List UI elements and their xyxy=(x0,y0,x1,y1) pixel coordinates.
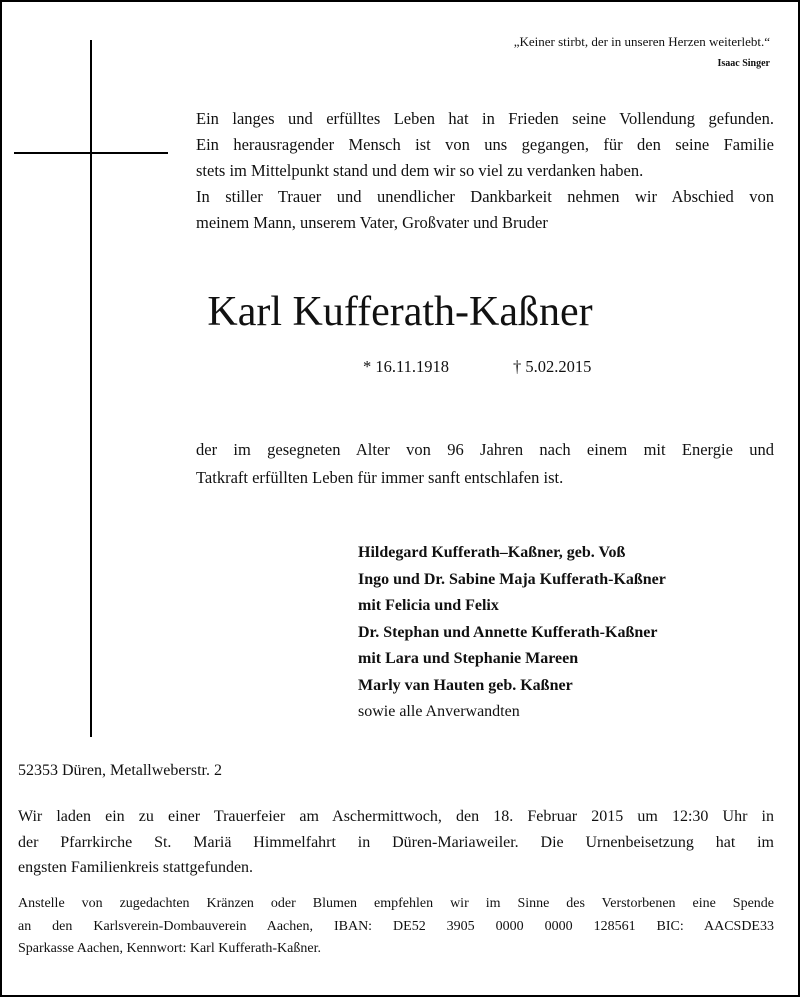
donation-line: an den Karlsverein-Dombauverein Aachen, IBAN: DE52 3905 0000 0000 128561 BIC: AACSDE33 xyxy=(18,918,774,934)
mourner-line: Marly van Hauten geb. Kaßner xyxy=(358,676,573,694)
funeral-line: der Pfarrkirche St. Mariä Himmelfahrt in Düren-Mariaweiler. Die Urnenbeisetzung hat im xyxy=(18,833,774,851)
intro-line: stets im Mittelpunkt stand und dem wir so viel zu verdanken haben. xyxy=(196,161,644,180)
mourner-line: sowie alle Anverwandten xyxy=(358,703,520,720)
mourners-list xyxy=(358,540,666,726)
mourner-line: Ingo und Dr. Sabine Maja Kufferath-Kaßner xyxy=(358,570,666,588)
quote-author: Isaac Singer xyxy=(717,58,770,69)
funeral-line: Wir laden ein zu einer Trauerfeier am Aschermittwoch, den 18. Februar 2015 um 12:30 Uhr in xyxy=(18,808,774,825)
donation-line: Anstelle von zugedachten Kränzen oder Blumen empfehlen wir im Sinne des Verstorbenen eine Spende xyxy=(18,896,774,911)
age-line: der im gesegneten Alter von 96 Jahren nach einem mit Energie und xyxy=(196,440,774,459)
intro-paragraph xyxy=(196,106,774,236)
cross-vertical-bar xyxy=(90,40,92,737)
intro-line: In stiller Trauer und unendlicher Dankbarkeit nehmen wir Abschied von xyxy=(196,187,774,206)
death-date: † 5.02.2015 xyxy=(513,357,592,376)
mourner-line: mit Felicia und Felix xyxy=(358,597,499,614)
funeral-paragraph xyxy=(18,804,774,881)
intro-line: Ein herausragender Mensch ist von uns gegangen, für den seine Familie xyxy=(196,135,774,154)
family-address: 52353 Düren, Metallweberstr. 2 xyxy=(18,762,222,779)
mourner-line: mit Lara und Stephanie Mareen xyxy=(358,650,579,667)
cross-horizontal-bar xyxy=(14,152,168,154)
intro-line: Ein langes und erfülltes Leben hat in Frieden seine Vollendung gefunden. xyxy=(196,109,774,128)
funeral-line: engsten Familienkreis stattgefunden. xyxy=(18,859,254,876)
age-paragraph xyxy=(196,436,774,492)
age-line: Tatkraft erfüllten Leben für immer sanft entschlafen ist. xyxy=(196,468,564,487)
deceased-name: Karl Kufferath-Kaßner xyxy=(207,289,593,335)
donation-line: Sparkasse Aachen, Kennwort: Karl Kufferath-Kaßner. xyxy=(18,941,321,956)
mourner-line: Hildegard Kufferath–Kaßner, geb. Voß xyxy=(358,544,626,561)
quote-text: „Keiner stirbt, der in unseren Herzen weiterlebt.“ xyxy=(513,34,770,49)
donation-paragraph xyxy=(18,893,774,961)
birth-date: * 16.11.1918 xyxy=(363,357,450,376)
mourner-line: Dr. Stephan und Annette Kufferath-Kaßner xyxy=(358,623,658,641)
intro-line: meinem Mann, unserem Vater, Großvater und Bruder xyxy=(196,213,548,232)
